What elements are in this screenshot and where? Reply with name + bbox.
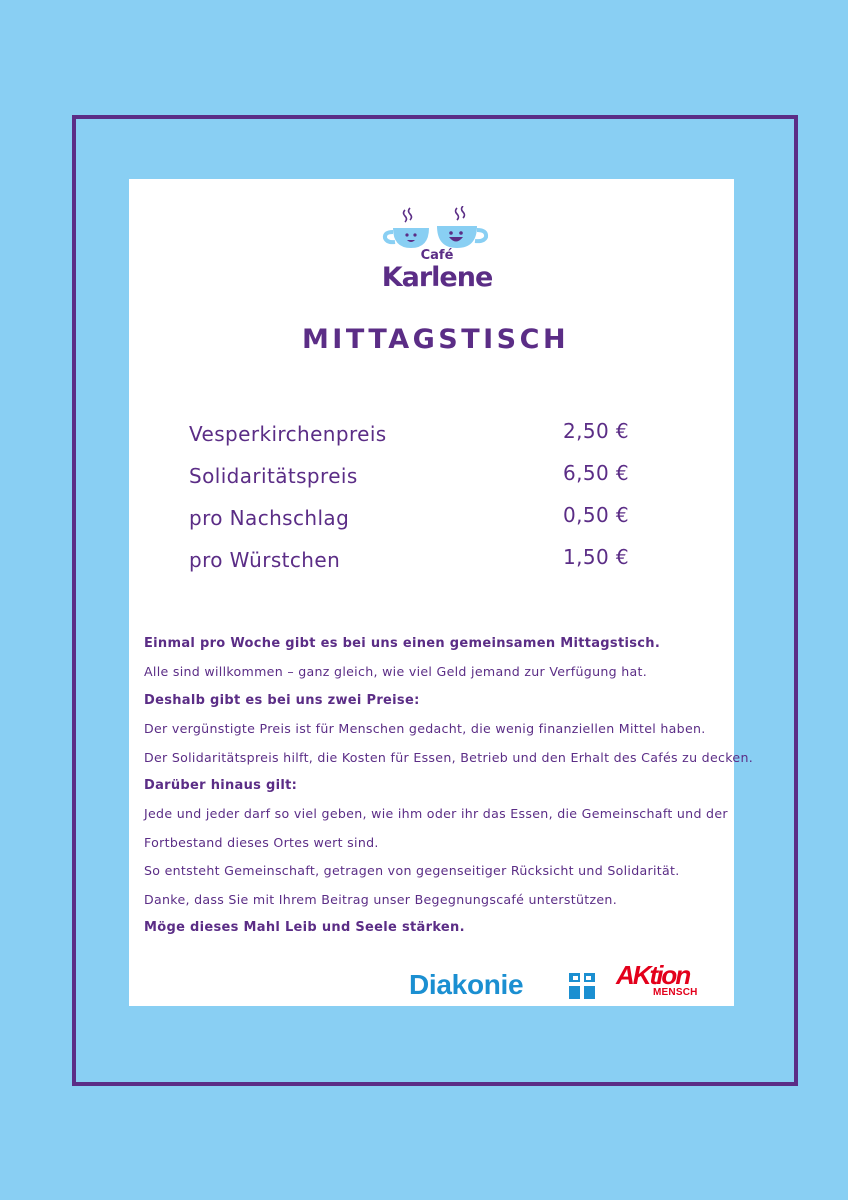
info-text-block [144,630,754,942]
logo-karlene-text: Karlene [381,262,493,293]
price-row [189,545,629,575]
cafe-karlene-logo [381,206,493,296]
menu-card [129,179,754,1006]
price-value: 0,50 € [562,503,629,527]
diakonie-cross-icon [569,973,595,999]
info-line: Der vergünstigte Preis ist für Menschen gedacht, die wenig finanziellen Mittel haben. [144,721,706,737]
price-row [189,503,629,533]
logo-cafe-text: Café [420,248,454,263]
price-label: Vesperkirchenpreis [189,422,387,446]
page-title: MITTAGSTISCH [301,324,570,355]
info-line: Danke, dass Sie mit Ihrem Beitrag unser Begegnungscafé unterstützen. [144,891,618,907]
info-line: Fortbestand dieses Ortes wert sind. [144,834,379,850]
info-line: So entsteht Gemeinschaft, getragen von gegenseitiger Rücksicht und Solidarität. [144,863,680,879]
info-line: Einmal pro Woche gibt es bei uns einen gemeinsamen Mittagstisch. [144,636,661,651]
info-line: Der Solidaritätspreis hilft, die Kosten für Essen, Betrieb und den Erhalt des Cafés zu decken. [144,749,754,765]
price-label: Solidaritätspreis [189,464,358,488]
info-line: Möge dieses Mahl Leib und Seele stärken. [144,919,465,935]
aktion-mensch-logo [616,960,716,1000]
diakonie-wordmark: Diakonie [409,969,524,1000]
price-label: pro Nachschlag [189,506,350,530]
price-value: 2,50 € [562,419,629,443]
price-value: 6,50 € [562,461,629,485]
info-line: Darüber hinaus gilt: [144,777,298,793]
mensch-wordmark: MENSCH [653,987,698,998]
price-value: 1,50 € [562,545,629,569]
info-line: Jede und jeder darf so viel geben, wie ihm oder ihr das Essen, die Gemeinschaft und der [144,806,728,822]
price-row [189,419,629,449]
info-line: Deshalb gibt es bei uns zwei Preise: [144,692,420,708]
price-row [189,461,629,491]
info-line: Alle sind willkommen – ganz gleich, wie viel Geld jemand zur Verfügung hat. [144,664,648,680]
aktion-wordmark: AKtion [616,960,690,990]
price-label: pro Würstchen [189,548,341,572]
